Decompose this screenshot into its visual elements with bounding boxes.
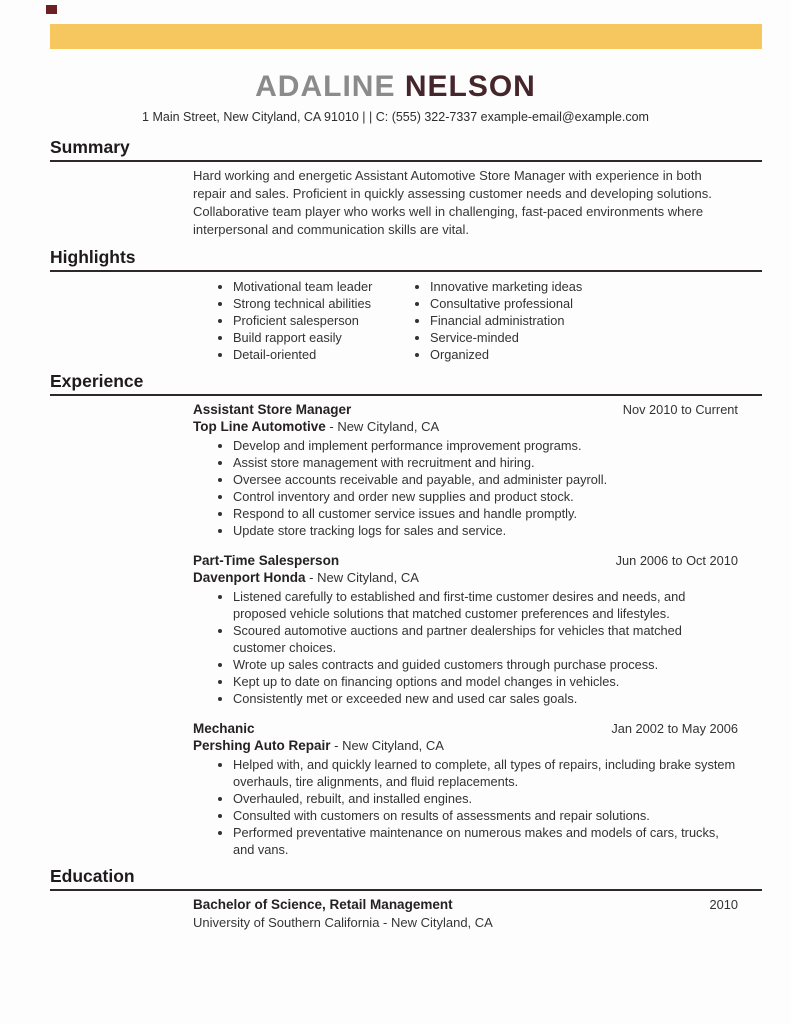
person-name: [0, 0, 791, 104]
job-bullet-list: [193, 756, 738, 858]
job-bullet: • Consulted with customers on results of assessments and repair solutions.: [233, 807, 738, 824]
section-highlights: [50, 247, 762, 363]
job-title: Part-Time Salesperson: [193, 553, 340, 568]
highlight-item: • Organized: [430, 346, 582, 363]
graduation-year: 2010: [709, 897, 738, 912]
school-line: University of Southern California - New Cityland, CA: [193, 915, 493, 930]
job-company: Top Line Automotive: [193, 419, 326, 434]
job-dates: Jun 2006 to Oct 2010: [615, 553, 738, 568]
section-experience: [50, 371, 762, 858]
highlights-body: [193, 278, 738, 363]
highlight-item: • Proficient salesperson: [233, 312, 390, 329]
job-company-line: [193, 569, 738, 586]
contact-line: 1 Main Street, New Cityland, CA 91010 | | C: (555) 322-7337 example-email@example.com: [142, 110, 649, 124]
highlight-item: • Service-minded: [430, 329, 582, 346]
job-bullet: • Wrote up sales contracts and guided customers through purchase process.: [233, 656, 738, 673]
first-name: ADALINE: [255, 70, 396, 103]
education-body: [193, 896, 738, 931]
job-bullet: • Update store tracking logs for sales and service.: [233, 522, 738, 539]
job-bullet: • Overhauled, rebuilt, and installed engines.: [233, 790, 738, 807]
job-bullet: • Listened carefully to established and first-time customer desires and needs, and proposed vehicle solutions that matched customer preferences and lifestyles.: [233, 588, 738, 622]
highlight-item: • Build rapport easily: [233, 329, 390, 346]
last-name: NELSON: [404, 70, 536, 103]
highlights-column-1: [193, 278, 390, 363]
job-bullet: • Consistently met or exceeded new and used car sales goals.: [233, 690, 738, 707]
job-header: [193, 720, 738, 737]
section-education: [50, 866, 762, 931]
highlight-item: • Strong technical abilities: [233, 295, 390, 312]
job-entry-2: [193, 552, 738, 707]
education-header: [193, 896, 738, 913]
job-bullet: • Develop and implement performance improvement programs.: [233, 437, 738, 454]
experience-body: [193, 401, 738, 858]
job-bullet: • Scoured automotive auctions and partner dealerships for vehicles that matched customer choices.: [233, 622, 738, 656]
highlight-item: • Innovative marketing ideas: [430, 278, 582, 295]
job-bullet: • Performed preventative maintenance on numerous makes and models of cars, trucks, and vans.: [233, 824, 738, 858]
job-header: [193, 401, 738, 418]
job-location: - New Cityland, CA: [334, 738, 444, 753]
job-bullet: • Helped with, and quickly learned to complete, all types of repairs, including brake system overhauls, tire alignments, and fluid replacements.: [233, 756, 738, 790]
highlight-item: • Motivational team leader: [233, 278, 390, 295]
section-summary: [50, 137, 762, 239]
job-entry-1: [193, 401, 738, 539]
job-bullet-list: [193, 437, 738, 539]
highlight-item: • Detail-oriented: [233, 346, 390, 363]
highlight-item: • Financial administration: [430, 312, 582, 329]
job-company: Davenport Honda: [193, 570, 306, 585]
job-company: Pershing Auto Repair: [193, 738, 331, 753]
job-bullet-list: [193, 588, 738, 707]
job-location: - New Cityland, CA: [329, 419, 440, 434]
job-company-line: [193, 737, 738, 754]
job-entry-3: [193, 720, 738, 858]
job-title: Mechanic: [193, 721, 255, 736]
job-dates: Jan 2002 to May 2006: [611, 721, 738, 736]
experience-heading: Experience: [50, 371, 762, 396]
job-bullet: • Kept up to date on financing options and model changes in vehicles.: [233, 673, 738, 690]
job-dates: Nov 2010 to Current: [622, 402, 738, 417]
job-header: [193, 552, 738, 569]
summary-body: [193, 167, 738, 239]
highlights-column-2: [390, 278, 582, 363]
highlight-item: • Consultative professional: [430, 295, 582, 312]
job-location: - New Cityland, CA: [309, 570, 419, 585]
job-bullet: • Assist store management with recruitment and hiring.: [233, 454, 738, 471]
summary-text: Hard working and energetic Assistant Automotive Store Manager with experience in both repair and sales. Proficient in quickly assessing customer needs and developing solutions. Collaborative team player who works well in challenging, fast-paced environments where interpersonal and communication skills are vital.: [193, 168, 712, 237]
job-bullet: • Respond to all customer service issues and handle promptly.: [233, 505, 738, 522]
accent-bar: [50, 24, 762, 49]
job-title: Assistant Store Manager: [193, 402, 352, 417]
education-heading: Education: [50, 866, 762, 891]
job-company-line: [193, 418, 738, 435]
corner-mark: [46, 5, 57, 14]
summary-heading: Summary: [50, 137, 762, 162]
degree: Bachelor of Science, Retail Management: [193, 897, 453, 912]
highlights-heading: Highlights: [50, 247, 762, 272]
job-bullet: • Oversee accounts receivable and payable, and administer payroll.: [233, 471, 738, 488]
job-bullet: • Control inventory and order new supplies and product stock.: [233, 488, 738, 505]
